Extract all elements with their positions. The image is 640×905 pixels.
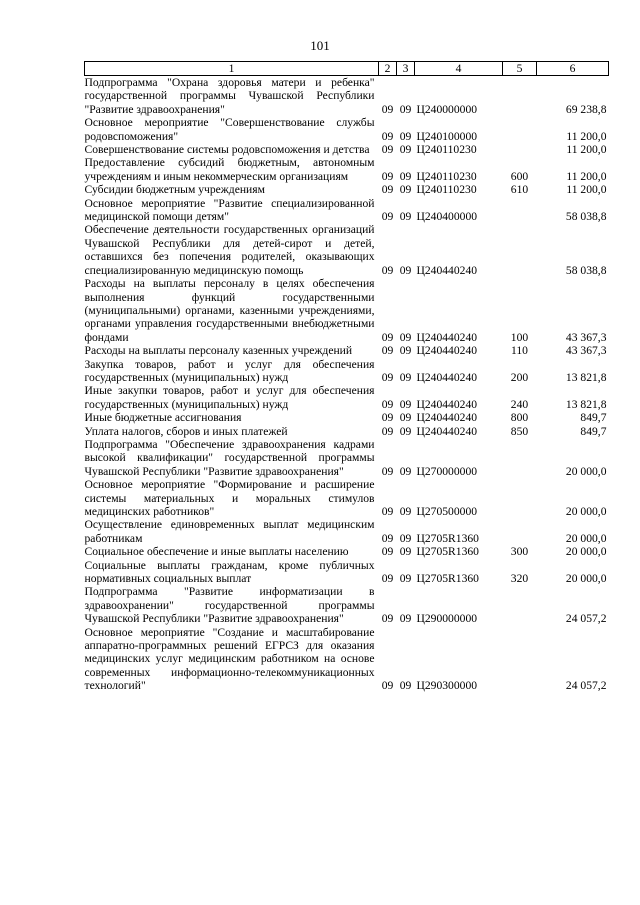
row-section: 09	[381, 344, 394, 358]
row-amount: 58 038,8	[565, 210, 607, 224]
header-col-4: 4	[415, 62, 503, 76]
row-target-article: Ц270500000	[416, 505, 478, 518]
row-subsection: 09	[399, 344, 412, 358]
table-row	[85, 384, 609, 411]
row-amount: 849,7	[580, 411, 607, 425]
row-subsection: 09	[399, 330, 412, 344]
row-name: Социальные выплаты гражданам, кроме публичных нормативных социальных выплат	[84, 558, 375, 586]
row-name: Субсидии бюджетным учреждениям	[84, 183, 265, 197]
row-target-article: Ц240440240	[416, 344, 478, 358]
row-target-article: Ц290300000	[416, 679, 478, 693]
row-expense-type: 240	[510, 397, 529, 411]
row-amount: 11 200,0	[566, 183, 607, 197]
row-name: Подпрограмма "Обеспечение здравоохранения кадрами высокой квалификации" государственной программы Чувашской Республики "Развитие здравоохранения"	[84, 437, 375, 478]
row-subsection: 09	[399, 210, 412, 224]
row-subsection: 09	[399, 183, 412, 197]
table-row	[85, 344, 609, 357]
table-row	[85, 183, 609, 196]
row-amount: 43 367,3	[565, 344, 607, 358]
table-row	[85, 277, 609, 344]
row-name: Подпрограмма "Развитие информатизации в здравоохранении" государственной программы Чувашской Республики "Развитие здравоохранения"	[84, 585, 375, 626]
row-target-article: Ц2705R1360	[416, 531, 479, 545]
row-subsection: 09	[399, 102, 412, 116]
row-target-article: Ц240110230	[416, 183, 477, 197]
row-section: 09	[381, 143, 394, 157]
header-col-2: 2	[379, 62, 397, 76]
row-name: Основное мероприятие "Совершенствование службы родовспоможения"	[84, 116, 375, 143]
table-header-row	[85, 62, 609, 76]
row-amount: 20 000,0	[565, 464, 607, 478]
table-row	[85, 438, 609, 478]
row-amount: 11 200,0	[566, 169, 607, 183]
row-name: Иные бюджетные ассигнования	[84, 411, 242, 425]
table-row	[85, 545, 609, 558]
table-row	[85, 559, 609, 586]
row-subsection: 09	[399, 464, 412, 478]
row-name: Расходы на выплаты персоналу в целях обеспечения выполнения функций государственными (муниципальными) органами, казенными учреждениями, органами управления государственными внебюджетными фондами	[84, 277, 375, 344]
row-amount: 13 821,8	[565, 397, 607, 411]
row-section: 09	[381, 505, 394, 518]
row-section: 09	[381, 397, 394, 411]
row-subsection: 09	[399, 531, 412, 545]
row-amount: 11 200,0	[566, 129, 607, 143]
row-amount: 20 000,0	[565, 545, 607, 559]
row-subsection: 09	[399, 169, 412, 183]
row-section: 09	[381, 102, 394, 116]
header-col-1: 1	[85, 62, 379, 76]
row-subsection: 09	[399, 397, 412, 411]
row-section: 09	[381, 129, 394, 143]
row-amount: 20 000,0	[565, 505, 607, 518]
table-row	[85, 411, 609, 424]
row-section: 09	[381, 464, 394, 478]
row-target-article: Ц240000000	[416, 102, 478, 116]
row-amount: 69 238,8	[565, 102, 607, 116]
row-amount: 24 057,2	[565, 612, 607, 626]
page-number: 101	[310, 38, 330, 53]
row-subsection: 09	[399, 129, 412, 143]
row-expense-type: 300	[510, 545, 529, 559]
row-subsection: 09	[399, 370, 412, 384]
row-subsection: 09	[399, 572, 412, 586]
row-section: 09	[381, 370, 394, 384]
row-target-article: Ц290000000	[416, 612, 478, 626]
row-amount: 13 821,8	[565, 370, 607, 384]
row-target-article: Ц240110230	[416, 143, 477, 157]
row-name: Основное мероприятие "Формирование и расширение системы материальных и моральных стимулов медицинских работников"	[84, 478, 375, 518]
row-section: 09	[381, 572, 394, 586]
row-expense-type	[503, 223, 537, 277]
row-expense-type: 800	[510, 411, 529, 425]
row-expense-type	[503, 143, 537, 156]
row-amount: 849,7	[580, 424, 607, 438]
table-body	[85, 76, 609, 693]
row-subsection: 09	[399, 143, 412, 157]
row-target-article: Ц240440240	[416, 330, 478, 344]
row-name: Подпрограмма "Охрана здоровья матери и ребенка" государственной программы Чувашской Республики "Развитие здравоохранения"	[84, 76, 375, 116]
row-subsection: 09	[399, 612, 412, 626]
header-col-6: 6	[537, 62, 609, 76]
table-row	[85, 478, 609, 518]
row-name: Основное мероприятие "Развитие специализированной медицинской помощи детям"	[84, 196, 375, 224]
row-subsection: 09	[399, 505, 412, 518]
row-expense-type	[503, 585, 537, 625]
row-target-article: Ц240440240	[416, 263, 478, 277]
row-section: 09	[381, 612, 394, 626]
row-target-article: Ц240440240	[416, 370, 478, 384]
row-expense-type	[503, 197, 537, 224]
table-row	[85, 425, 609, 438]
row-section: 09	[381, 545, 394, 559]
table-row	[85, 358, 609, 385]
table-row	[85, 223, 609, 277]
row-target-article: Ц240440240	[416, 411, 478, 425]
row-name: Иные закупки товаров, работ и услуг для обеспечения государственных (муниципальных) нужд	[84, 384, 375, 411]
row-name: Осуществление единовременных выплат медицинским работникам	[84, 518, 375, 545]
row-expense-type	[503, 76, 537, 117]
row-section: 09	[381, 169, 394, 183]
row-target-article: Ц2705R1360	[416, 545, 479, 559]
header-col-5: 5	[503, 62, 537, 76]
row-amount: 58 038,8	[565, 263, 607, 277]
table-row	[85, 116, 609, 143]
table-row	[85, 518, 609, 545]
row-section: 09	[381, 330, 394, 344]
table-row	[85, 585, 609, 625]
row-section: 09	[381, 411, 394, 425]
row-expense-type	[503, 438, 537, 478]
row-subsection: 09	[399, 263, 412, 277]
row-subsection: 09	[399, 679, 412, 693]
row-amount: 24 057,2	[565, 679, 607, 693]
row-expense-type: 600	[510, 169, 529, 183]
table-row	[85, 197, 609, 224]
row-section: 09	[381, 679, 394, 693]
row-name: Предоставление субсидий бюджетным, автономным учреждениям и иным некоммерческим организациям	[84, 156, 375, 183]
row-target-article: Ц240110230	[416, 169, 477, 183]
row-expense-type	[503, 478, 537, 518]
row-subsection: 09	[399, 424, 412, 438]
row-section: 09	[381, 263, 394, 277]
row-amount: 11 200,0	[566, 143, 607, 157]
row-section: 09	[381, 531, 394, 545]
row-target-article: Ц240100000	[416, 129, 478, 143]
row-expense-type	[503, 116, 537, 143]
row-expense-type: 100	[510, 330, 529, 344]
row-target-article: Ц240440240	[416, 397, 478, 411]
row-expense-type: 110	[511, 344, 528, 358]
row-expense-type	[503, 626, 537, 693]
row-target-article: Ц2705R1360	[416, 572, 479, 586]
row-name: Расходы на выплаты персоналу казенных учреждений	[84, 344, 353, 358]
table-row	[85, 626, 609, 693]
row-amount: 20 000,0	[565, 572, 607, 586]
row-expense-type	[503, 518, 537, 545]
row-name: Основное мероприятие "Создание и масштабирование аппаратно-программных решений ЕГРСЗ для оказания медицинских услуг медицинским работником на основе современных информационно-телекоммуникационных технологий"	[84, 625, 375, 693]
row-subsection: 09	[399, 411, 412, 425]
row-target-article: Ц240440240	[416, 424, 478, 438]
row-name: Обеспечение деятельности государственных организаций Чувашской Республики для детей-сирот и детей, оставшихся без попечения родителей, оказывающих специализированную медицинскую помощь	[84, 223, 375, 277]
row-subsection: 09	[399, 545, 412, 559]
row-section: 09	[381, 210, 394, 224]
row-amount: 43 367,3	[565, 330, 607, 344]
row-name: Уплата налогов, сборов и иных платежей	[84, 424, 288, 438]
table-row	[85, 76, 609, 117]
header-col-3: 3	[397, 62, 415, 76]
row-expense-type: 610	[510, 183, 529, 197]
row-section: 09	[381, 424, 394, 438]
budget-table	[84, 61, 609, 693]
row-name: Совершенствование системы родовспоможения и детства	[84, 143, 370, 157]
row-name: Социальное обеспечение и иные выплаты населению	[84, 545, 349, 559]
row-expense-type: 320	[510, 572, 529, 586]
row-name: Закупка товаров, работ и услуг для обеспечения государственных (муниципальных) нужд	[84, 357, 375, 384]
row-expense-type: 200	[510, 370, 529, 384]
table-row	[85, 143, 609, 156]
row-target-article: Ц270000000	[416, 464, 478, 478]
row-expense-type: 850	[510, 424, 529, 438]
table-row	[85, 156, 609, 183]
row-amount: 20 000,0	[565, 531, 607, 545]
row-section: 09	[381, 183, 394, 197]
row-target-article: Ц240400000	[416, 210, 478, 224]
